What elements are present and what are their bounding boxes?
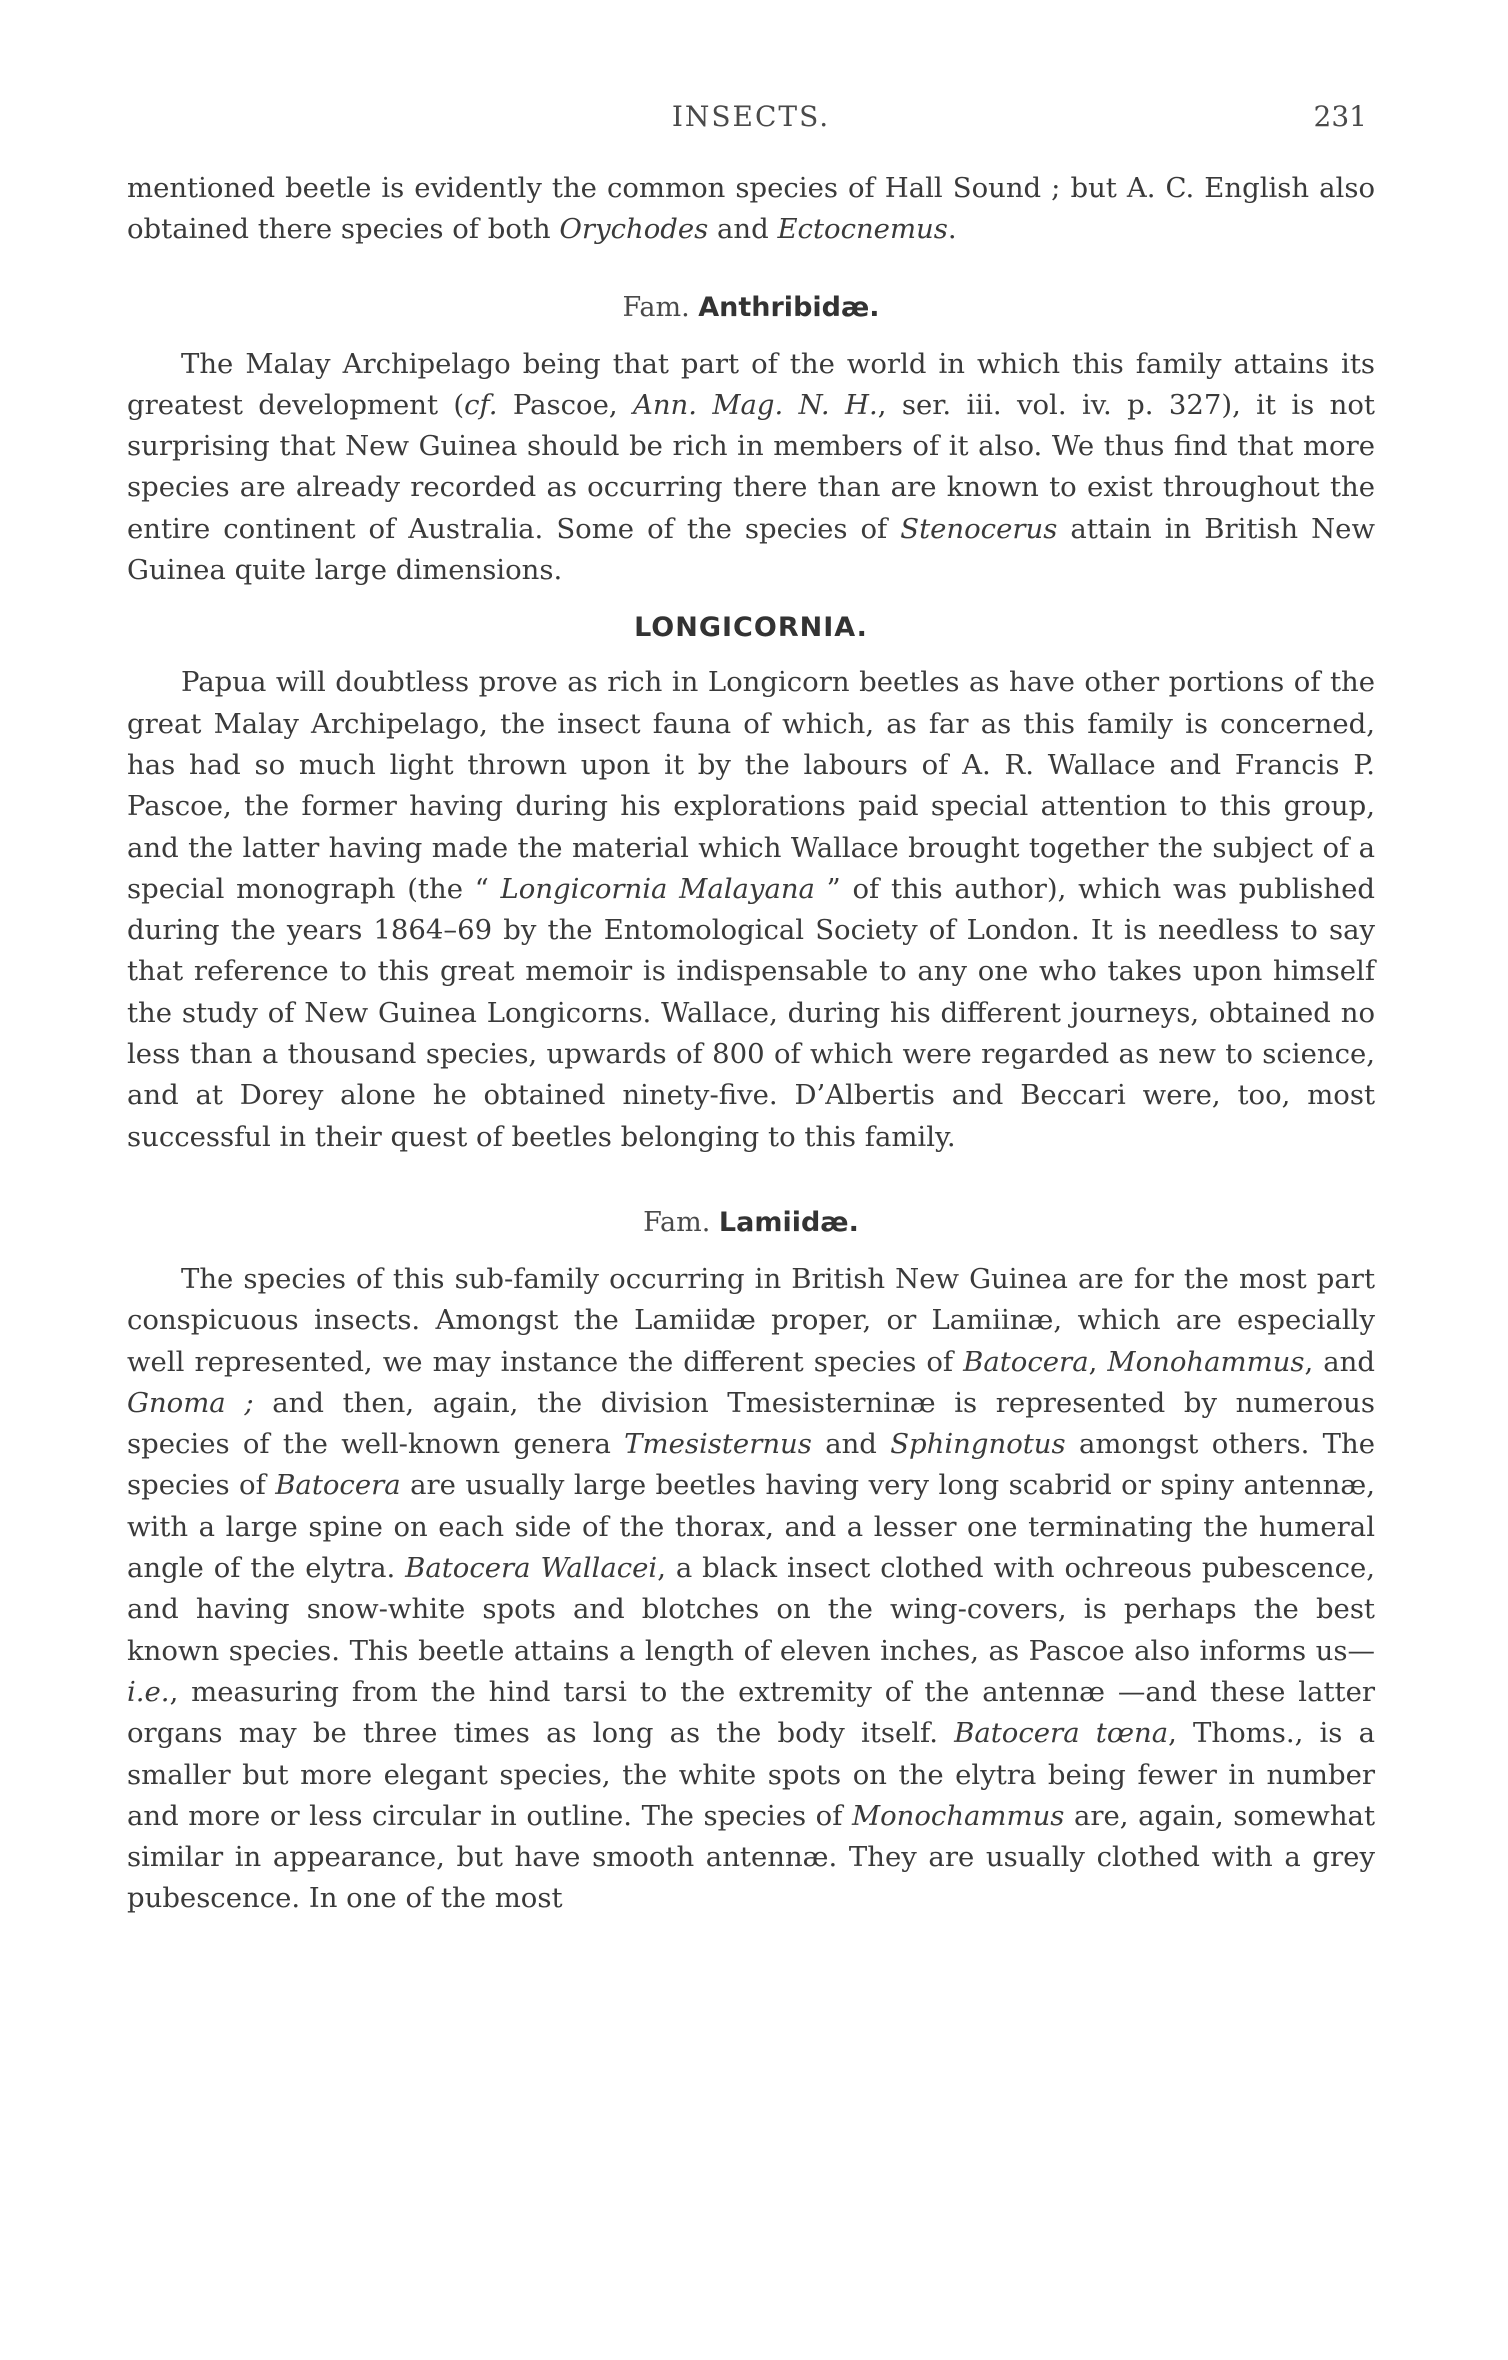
- text-run: ” of this author), which was published during the years 1864–69 by the Entomological Society of London. It is needless to say that reference to this great memoir is indispensable to any one who takes upon himself the study of New Guinea Longicorns. Wallace, during his different journeys, obtained no less than a thousand species, upwards of 800 of which were regarded as new to science, and at Dorey alone he obtained ninety-five. D’Albertis and Beccari were, too, most successful in their quest of beetles belonging to this family.: [127, 872, 1375, 1153]
- running-title: INSECTS.: [671, 100, 831, 133]
- family-name: Lamiidæ.: [718, 1206, 859, 1238]
- text-run: and then, again, the division Tmesisterninæ is represented by numerous species of the well-known genera: [127, 1386, 1375, 1461]
- text-run: , measuring from the hind tarsi to the extremity of the antennæ —and these latter organs may be three times as long as the body itself.: [127, 1675, 1375, 1750]
- text-run: and: [708, 213, 778, 246]
- lamiidae-heading: [127, 1202, 1375, 1243]
- species-name: Batocera tœna: [954, 1717, 1169, 1750]
- text-run: Pascoe,: [497, 388, 633, 421]
- genus-name: Tmesisternus: [624, 1428, 812, 1461]
- text-run: amongst others. The species of: [127, 1428, 1375, 1502]
- genus-name: Stenocerus: [900, 512, 1058, 545]
- citation-italic: cf.: [464, 388, 498, 421]
- genus-name: Sphingnotus: [890, 1428, 1066, 1461]
- anthribidae-heading: [127, 287, 1375, 328]
- text-run: attain in British New Guinea quite large dimensions.: [127, 512, 1375, 587]
- genus-name: Batocera: [275, 1469, 401, 1502]
- intro-paragraph: [127, 168, 1375, 251]
- genus-name: Gnoma ;: [127, 1386, 254, 1419]
- family-name: Anthribidæ.: [698, 291, 880, 323]
- lamiidae-paragraph: [127, 1259, 1375, 1920]
- text-run: mentioned beetle is evidently the common species of Hall Sound ; but A. C. English also obtained there species of both: [127, 172, 1375, 246]
- anthribidae-paragraph: [127, 344, 1375, 592]
- genus-name: Monohammus: [1107, 1345, 1305, 1378]
- longicornia-paragraph: [127, 662, 1375, 1158]
- text-run: , and: [1304, 1345, 1375, 1378]
- text-run: .: [947, 213, 957, 246]
- abbreviation-italic: i.e.: [127, 1675, 170, 1708]
- text-run: The species of this sub-family occurring in British New Guinea are for the most part conspicuous insects. Amongst the Lamiidæ proper, or Lamiinæ, which are especially well represented, we may instance the different species of: [127, 1262, 1375, 1378]
- fam-label: Fam.: [622, 291, 699, 323]
- text-run: , Thoms., is a smaller but more elegant species, the white spots on the elytra being fewer in number and more or less circular in outline. The species of: [127, 1717, 1375, 1832]
- longicornia-heading: LONGICORNIA.: [634, 612, 868, 644]
- text-run: , ser. iii. vol. iv. p. 327), it is not surprising that New Guinea should be rich in members of it also. We thus find that more species are already recorded as occurring there than are known to exist throughout the entire continent of Australia. Some of the species of: [127, 388, 1375, 545]
- text-run: are, again, somewhat similar in appearance, but have smooth antennæ. They are usually clothed with a grey pubescence. In one of the most: [127, 1799, 1376, 1915]
- journal-title: Ann. Mag. N. H.: [632, 388, 878, 421]
- genus-name: Ectocnemus: [777, 213, 948, 246]
- text-run: ,: [1088, 1345, 1108, 1378]
- monograph-title: Longicornia Malayana: [500, 872, 815, 905]
- text-run: Papua will doubtless prove as rich in Longicorn beetles as have other portions of the great Malay Archipelago, the insect fauna of which, as far as this family is concerned, has had so much light thrown upon it by the labours of A. R. Wallace and Francis P. Pascoe, the former having during his explorations paid special attention to this group, and the latter having made the material which Wallace brought together the subject of a special monograph (the “: [127, 666, 1375, 905]
- page-number: 231: [1313, 100, 1367, 133]
- genus-name: Monochammus: [851, 1799, 1065, 1832]
- text-run: The Malay Archipelago being that part of the world in which this family attains its greatest development (: [127, 347, 1375, 421]
- running-header: [127, 100, 1375, 144]
- fam-label: Fam.: [643, 1206, 719, 1238]
- page: [127, 100, 1375, 1920]
- species-name: Batocera Wallacei: [405, 1552, 658, 1585]
- text-run: , a black insect clothed with ochreous pubescence, and having snow-white spots and blotches on the wing-covers, is perhaps the best known species. This beetle attains a length of eleven inches, as Pascoe also informs us—: [127, 1552, 1375, 1667]
- text-run: are usually large beetles having very long scabrid or spiny antennæ, with a large spine on each side of the thorax, and a lesser one terminating the humeral angle of the elytra.: [127, 1469, 1375, 1585]
- text-run: and: [811, 1428, 891, 1461]
- genus-name: Batocera: [963, 1345, 1089, 1378]
- genus-name: Orychodes: [559, 213, 709, 246]
